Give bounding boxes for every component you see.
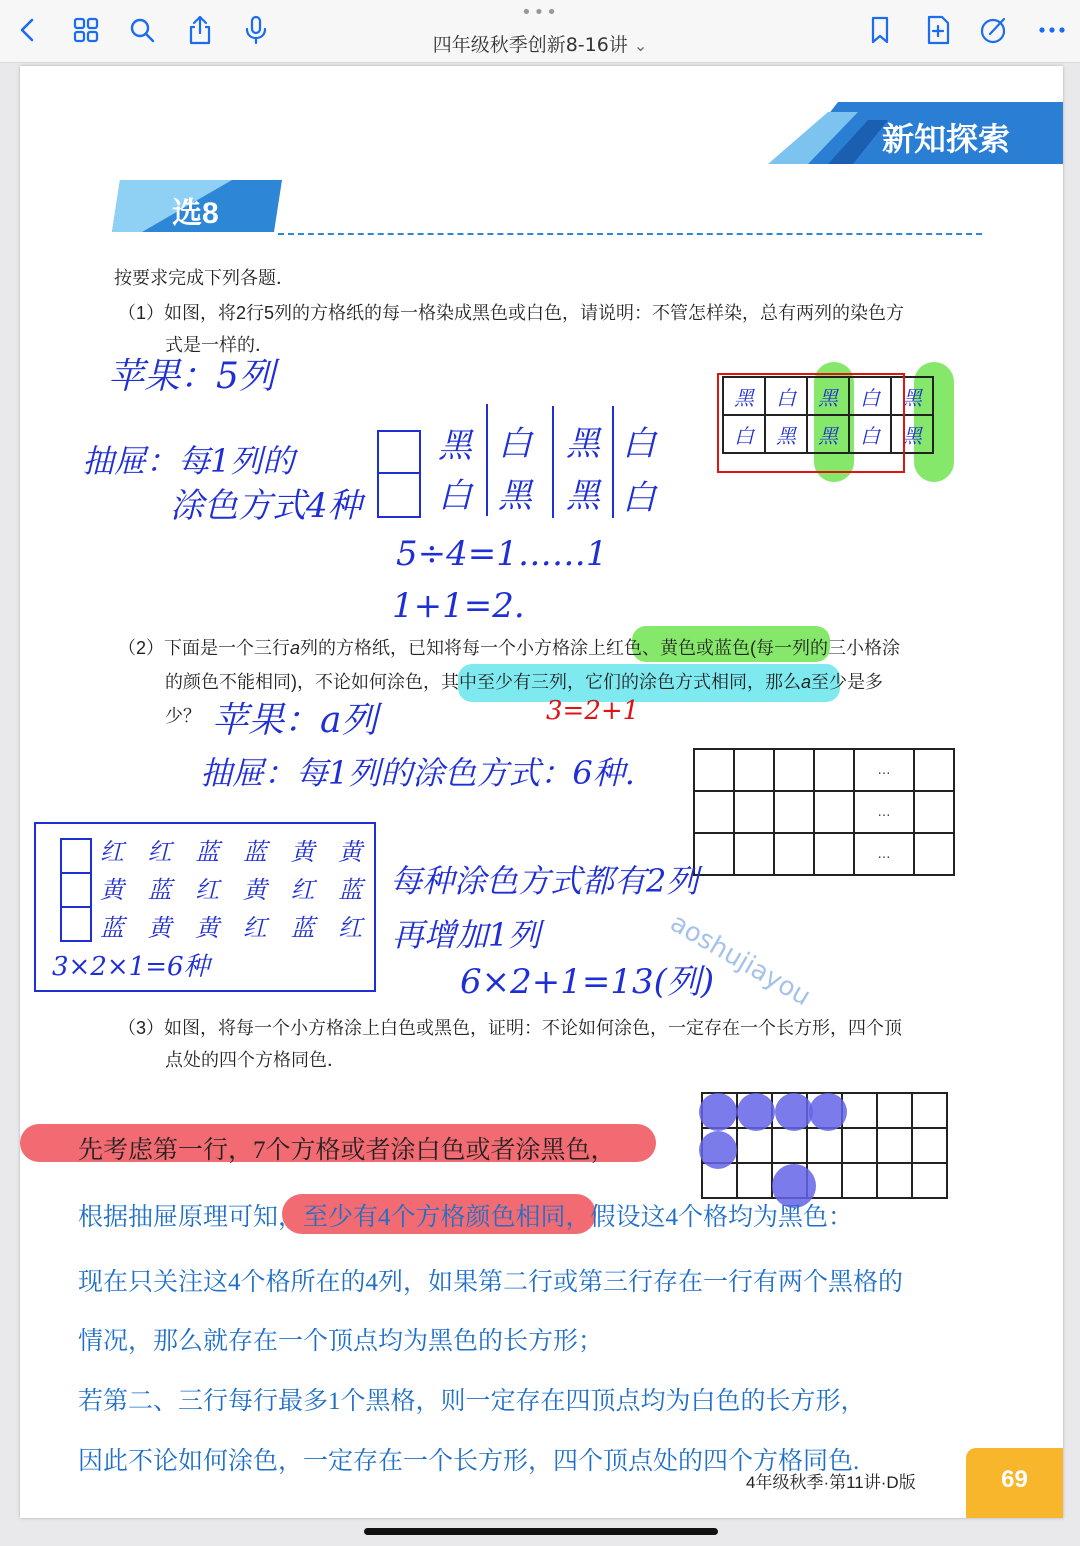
solution-line-5: 若第二、三行每行最多1个黑格，则一定存在四顶点均为白色的长方形， <box>78 1388 866 1415</box>
q1-grid-mark: 白 <box>860 385 880 410</box>
q2-grid-cell <box>914 791 954 833</box>
page-number-tab <box>966 1448 1063 1518</box>
hw-q2-color: 红 <box>147 838 180 866</box>
hw-q2-color: 黄 <box>195 914 228 942</box>
hw-q2-color: 黄 <box>290 838 323 866</box>
q2-grid-cell <box>694 791 734 833</box>
hw-q2-note-1: 每种涂色方式都有2列 <box>390 862 699 900</box>
hw-q1-pattern-4-top: 白 <box>622 424 656 464</box>
hw-q1-pattern-2-bottom: 黑 <box>498 476 532 516</box>
hw-q2-red-note: 3=2+1 <box>546 696 640 726</box>
section-divider <box>278 233 982 235</box>
q2-text-line2 <box>165 668 883 694</box>
bookmark-icon[interactable] <box>864 14 896 46</box>
hw-q2-row-3 <box>100 908 370 943</box>
q2-grid-cell <box>854 833 914 875</box>
q2-grid-cell <box>814 833 854 875</box>
q3-text-line1: （3）如图，将每一个小方格涂上白色或黑色，证明：不论如何涂色，一定存在一个长方形，四个顶 <box>118 1018 903 1038</box>
q2-grid-cell <box>774 791 814 833</box>
q3-grid-cell <box>877 1093 912 1128</box>
hw-q1-sep-1 <box>486 404 488 516</box>
hw-q1-pattern-2-top: 白 <box>498 424 532 464</box>
q2-text-highlighted: ，其中至少有三列，它们的涂色方式相同， <box>423 672 765 692</box>
hw-q2-column-box <box>60 838 92 942</box>
hw-q3-circle <box>737 1093 775 1131</box>
hw-q2-drawer: 抽屉：每1列的涂色方式：6种. <box>200 754 635 792</box>
q2-grid-cell <box>814 791 854 833</box>
q1-grid-mark: 白 <box>734 423 754 448</box>
q1-text-line1: （1）如图，将2行5列的方格纸的每一格染成黑色或白色，请说明：不管怎样染，总有两列的染色方 <box>118 303 905 323</box>
hw-q1-drawer-2: 涂色方式4种 <box>170 486 362 526</box>
q2-grid-cell <box>694 833 734 875</box>
solution-line-6: 因此不论如何涂色，一定存在一个长方形，四个顶点处的四个方格同色. <box>78 1448 860 1475</box>
solution-text-part: 根据抽屉原理可知 <box>78 1204 279 1231</box>
hw-q2-note-3: 6×2+1=13(列) <box>460 962 715 1002</box>
q2-grid-cell <box>814 749 854 791</box>
instructions: 按要求完成下列各题． <box>114 268 294 288</box>
q1-grid-mark: 黑 <box>902 385 922 410</box>
q2-grid-ellipsis: … <box>877 846 891 862</box>
hw-q2-color: 红 <box>338 914 371 942</box>
document-page <box>20 66 1063 1518</box>
q2-grid-cell <box>854 749 914 791</box>
q2-text-part: 每一列的三小格涂 <box>756 638 901 658</box>
q1-grid-mark: 黑 <box>818 423 838 448</box>
section-label: 选8 <box>172 197 219 230</box>
solution-line-3: 现在只关注这4个格所在的4列，如果第二行或第三行存在一行有两个黑格的 <box>78 1269 904 1296</box>
solution-line-1: 先考虑第一行，7个方格或者涂白色或者涂黑色， <box>78 1137 616 1164</box>
hw-q3-circles <box>696 1086 876 1211</box>
q3-text-line2: 点处的四个方格同色． <box>165 1050 345 1070</box>
q1-grid-mark: 黑 <box>902 423 922 448</box>
hw-q3-circle <box>699 1093 737 1131</box>
q2-text-highlighted: 上红色、黄色或蓝色( <box>588 638 757 658</box>
hw-q1-pattern-3-top: 黑 <box>566 424 600 464</box>
hw-q2-color: 红 <box>100 838 132 866</box>
q2-text-line3: 少？ <box>165 706 201 726</box>
document-title[interactable] <box>0 30 1080 57</box>
more-icon[interactable] <box>1036 14 1068 46</box>
q2-text-part: 列的方格纸，已知将每一个小方格涂 <box>300 638 589 658</box>
q2-text-line1 <box>118 634 900 660</box>
hw-q2-row-2 <box>100 870 370 905</box>
q2-grid-ellipsis: … <box>877 762 891 778</box>
q2-variable: a <box>801 672 812 692</box>
hw-q2-color: 红 <box>195 876 228 904</box>
q2-grid <box>693 748 955 876</box>
hw-q2-note-2: 再增加1列 <box>392 916 541 954</box>
hw-q1-pattern-1-bottom: 白 <box>438 476 472 516</box>
q2-grid-cell <box>774 749 814 791</box>
q2-grid-ellipsis: … <box>877 804 891 820</box>
hw-q1-column-box <box>377 430 421 518</box>
hw-q1-sep-3 <box>612 406 614 518</box>
q2-grid-cell <box>914 833 954 875</box>
hw-q2-color: 蓝 <box>338 876 371 904</box>
q1-grid-mark: 黑 <box>734 385 754 410</box>
q3-grid-cell <box>877 1163 912 1198</box>
q3-grid-cell <box>912 1093 947 1128</box>
q1-grid-mark: 黑 <box>776 423 796 448</box>
top-toolbar <box>0 0 1080 63</box>
banner-title: 新知探索 <box>882 121 1011 157</box>
q3-grid-cell <box>877 1128 912 1163</box>
q2-grid-cell <box>774 833 814 875</box>
q2-grid-cell <box>734 749 774 791</box>
hw-q2-color: 红 <box>290 876 323 904</box>
solution-line-2 <box>78 1197 853 1233</box>
hw-q2-color: 蓝 <box>290 914 323 942</box>
hw-q1-calc-2: 1+1=2. <box>392 586 525 626</box>
hw-q2-color: 黄 <box>242 876 275 904</box>
q2-text-part: 至少是多 <box>811 672 884 692</box>
q3-grid-cell <box>912 1128 947 1163</box>
hw-q2-count: 3×2×1=6种 <box>52 952 210 982</box>
window-handle[interactable]: ••• <box>521 2 559 23</box>
home-indicator[interactable] <box>364 1528 718 1535</box>
q2-grid-cell <box>734 833 774 875</box>
hw-q2-color: 黄 <box>147 914 180 942</box>
page-number: 69 <box>1001 1466 1028 1493</box>
chevron-down-icon: ⌄ <box>633 36 648 55</box>
add-page-icon[interactable] <box>922 14 954 46</box>
q2-text-part: （2）下面是一个三行 <box>118 638 291 658</box>
hw-q1-pattern-4-bottom: 白 <box>622 478 656 518</box>
q2-grid-row-2 <box>694 791 954 833</box>
q2-grid-row-3 <box>694 833 954 875</box>
hw-q2-color: 黄 <box>100 876 132 904</box>
solution-text-highlighted: ，至少有4个方格颜色相同 <box>278 1204 566 1231</box>
q1-grid-mark: 黑 <box>818 385 838 410</box>
q2-grid-cell <box>694 749 734 791</box>
q1-grid-mark: 白 <box>776 385 796 410</box>
hw-q1-drawer-1: 抽屉：每1列的 <box>82 442 295 480</box>
q2-grid-cell <box>914 749 954 791</box>
watermark: aoshujiayou <box>665 908 816 1013</box>
solution-text-part: ，假设这4个格均为黑色： <box>565 1204 854 1231</box>
hw-q2-row-1 <box>100 832 370 867</box>
q2-text-part: 的颜色不能相同)，不论如何涂色 <box>165 672 423 692</box>
hw-q2-apple: 苹果：a列 <box>212 700 378 741</box>
hw-q2-color: 蓝 <box>195 838 228 866</box>
q2-text-part: 那么 <box>765 672 801 692</box>
q3-grid-cell <box>912 1163 947 1198</box>
q2-grid-row-1 <box>694 749 954 791</box>
markup-icon[interactable] <box>978 14 1010 46</box>
hw-q1-apple: 苹果：5列 <box>108 356 275 397</box>
hw-q1-sep-2 <box>552 406 554 518</box>
hw-q2-color: 蓝 <box>147 876 180 904</box>
hw-q3-circle <box>699 1131 737 1169</box>
q2-variable: a <box>290 638 301 658</box>
q2-grid-cell <box>854 791 914 833</box>
q1-grid-mark: 白 <box>860 423 880 448</box>
hw-q1-pattern-3-bottom: 黑 <box>566 476 600 516</box>
hw-q1-red-outline <box>717 373 905 473</box>
document-title-text: 四年级秋季创新8-16讲 <box>432 34 628 56</box>
hw-q3-circle <box>809 1093 847 1131</box>
q2-grid-cell <box>734 791 774 833</box>
solution-line-4: 情况，那么就存在一个顶点均为黑色的长方形； <box>78 1328 604 1355</box>
hw-q2-color: 黄 <box>338 838 371 866</box>
hw-q1-calc-1: 5÷4=1……1 <box>396 534 608 574</box>
hw-q2-color: 蓝 <box>100 914 132 942</box>
hw-q2-color: 红 <box>242 914 275 942</box>
hw-q3-circle <box>775 1093 813 1131</box>
hw-q1-pattern-1-top: 黑 <box>438 426 472 466</box>
q1-text-line2: 式是一样的． <box>165 335 273 355</box>
hw-q2-color: 蓝 <box>242 838 275 866</box>
footer-label: 4年级秋季·第11讲·D版 <box>746 1473 916 1492</box>
